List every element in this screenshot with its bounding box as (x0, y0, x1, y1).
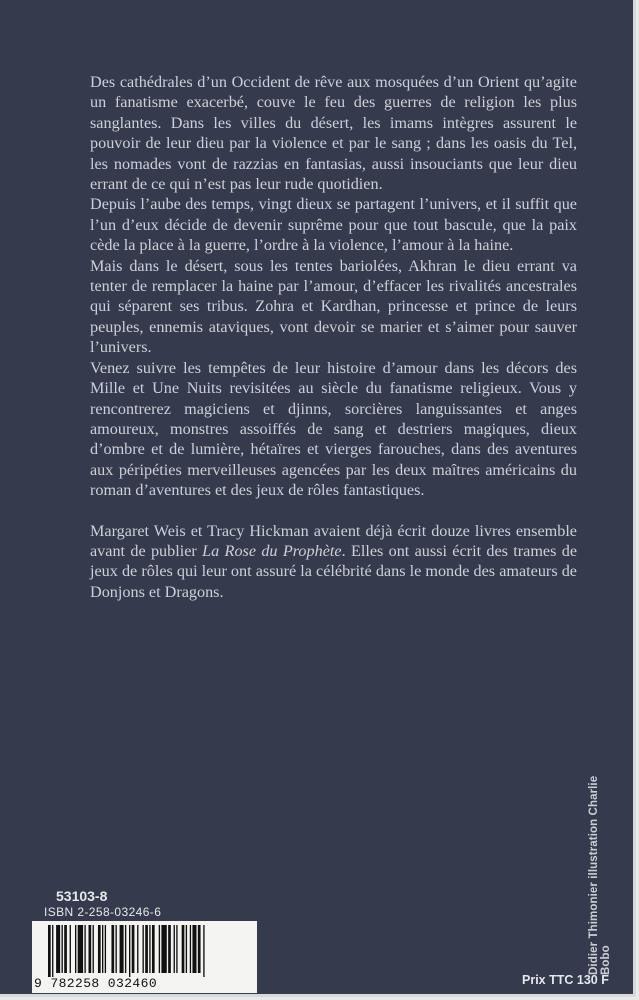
barcode-bar (149, 925, 150, 973)
barcode-bar (78, 925, 83, 973)
barcode-bar (203, 925, 204, 977)
barcode-bar (102, 925, 103, 973)
barcode-bar (176, 925, 177, 973)
barcode-bar (186, 925, 187, 973)
barcode-bar (145, 925, 148, 973)
barcode-bar (137, 925, 138, 973)
barcode-bar (161, 925, 166, 973)
barcode-bar (129, 925, 130, 977)
barcode-bar (52, 925, 53, 977)
barcode-bar (64, 925, 67, 973)
isbn: ISBN 2-258-03246-6 (44, 905, 162, 919)
barcode-bar (152, 925, 155, 973)
barcode-bar (62, 925, 63, 973)
author-text-after: . Elles ont aussi écrit des trames de jeux de rôles qui leur ont assuré la célébrité dans le monde des amateurs de Donjons et Dragons. (90, 541, 578, 601)
barcode-bar (56, 925, 60, 973)
product-code: 53103-8 (56, 888, 108, 904)
barcode-bars (32, 921, 257, 977)
barcode-bar (192, 925, 196, 973)
barcode-bar (190, 925, 191, 973)
barcode (32, 921, 257, 993)
barcode-bar (111, 925, 114, 973)
blurb-paragraph-3: Mais dans le désert, sous les tentes bariolées, Akhran le dieu errant va tenter de remplacer la haine par l’amour, d’effacer les rivalités ancestrales qui séparent ses tribus. Zohra et Kardhan, princesse et prince de leurs peuples, ennemis ataviques, vont devoir se marier et s’aimer pour sauver l’univers. (90, 256, 577, 357)
barcode-bar (75, 925, 76, 973)
barcode-bar (84, 925, 85, 973)
barcode-bar (70, 925, 71, 973)
barcode-bar (168, 925, 171, 973)
price: Prix TTC 130 F (522, 973, 609, 987)
book-title: La Rose du Prophète (202, 541, 342, 560)
barcode-bar (105, 925, 106, 973)
blurb-paragraph-1: Des cathédrales d’un Occident de rêve aux mosquées d’un Orient qu’agite un fanatisme exacerbé, couve le feu des guerres de religion les plus sanglantes. Dans les villes du désert, les imams intègres assurent le pouvoir de leur dieu par la violence et par le sang ; dans les oasis du Tel, les nomades vont de razzias en fantasias, aussi insouciants que leur dieu errant de ce qui n’est pas leur rude quotidien. (90, 73, 577, 194)
barcode-bar (125, 925, 126, 973)
author-text-before: Margaret Weis et Tracy Hickman avaient déjà écrit douze livres ensemble avant de publier (90, 521, 577, 560)
blurb-text (90, 72, 577, 602)
barcode-number: 9 782258 032460 (34, 976, 158, 991)
barcode-bar (159, 925, 160, 973)
blurb-paragraph-4: Venez suivre les tempêtes de leur histoire d’amour dans les décors des Mille et Une Nuits revisitées au siècle du fanatisme religieux. Vous y rencontrerez magiciens et djinns, sorcières languissantes et anges amoureux, monstres assoiffés de sang et destriers magiques, dieux d’ombre et de lumière, hétaïres et vierges farouches, dans des aventures aux péripéties merveilleuses agencées par les deux maîtres américains du roman d’aventures et des jeux de rôles fantastiques. (90, 358, 577, 500)
blurb-paragraph-2: Depuis l’aube des temps, vingt dieux se partagent l’univers, et il suffit que l’un d’eux décide de devenir suprême pour que tout bascule, que la paix cède la place à la guerre, l’ordre à la violence, l’amour à la haine. (90, 195, 577, 255)
barcode-bar (174, 925, 175, 973)
barcode-bar (132, 925, 135, 973)
barcode-bar (48, 925, 51, 977)
barcode-bar (89, 925, 92, 973)
barcode-bar (120, 925, 124, 973)
barcode-bar (143, 925, 144, 973)
credits-vertical: Didier Thimonier illustration Charlie Bobo (588, 775, 612, 975)
author-paragraph (90, 521, 577, 603)
barcode-bar (116, 925, 117, 973)
barcode-bar (198, 925, 201, 973)
barcode-bar (98, 925, 101, 973)
barcode-bar (93, 925, 94, 973)
barcode-bar (182, 925, 185, 973)
